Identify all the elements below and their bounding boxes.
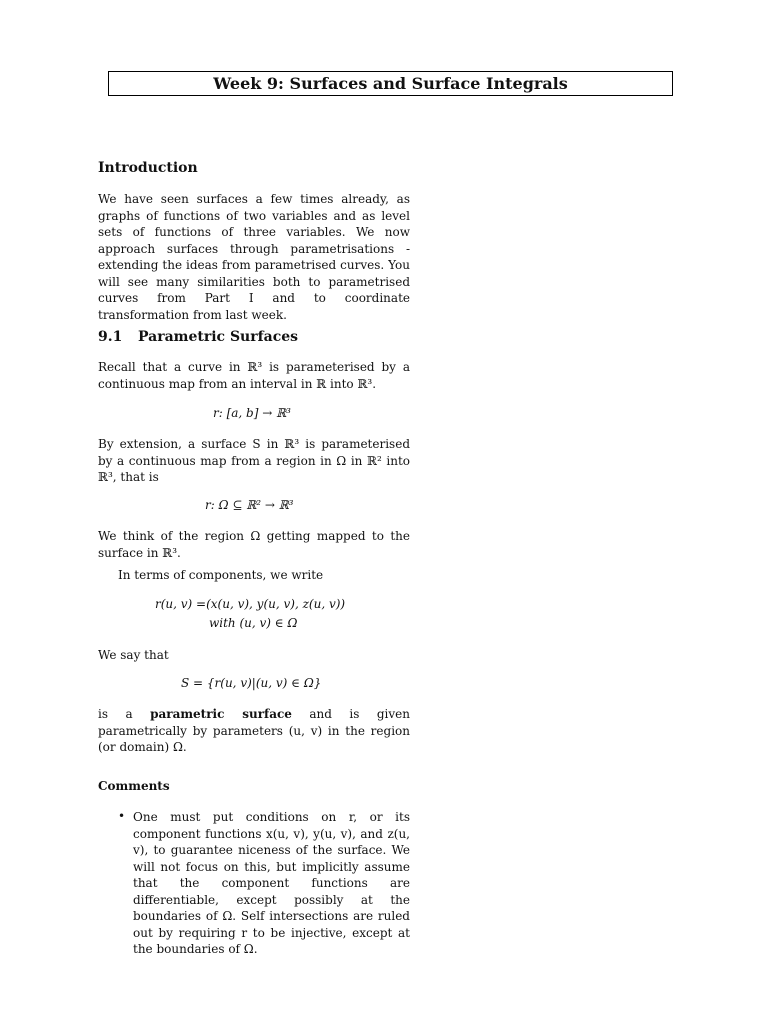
intro-paragraph: We have seen surfaces a few times already, as graphs of functions of two variables and as level sets of functions of three variables. We now approach surfaces through parametrisations - extending the ideas from parametrised curves. You will see many similarities both to parametrised curves from Part I and to coordinate transformation from last week. <box>98 192 410 322</box>
paragraph-we-say: We say that <box>98 648 169 662</box>
equation-surface-set: S = {r(u, v)|(u, v) ∈ Ω} <box>181 676 322 690</box>
paragraph-curve: Recall that a curve in ℝ³ is parameterised by a continuous map from an interval in ℝ into ℝ³. <box>98 360 410 391</box>
paragraph-region: We think of the region Ω getting mapped to the surface in ℝ³. <box>98 529 410 560</box>
intro-heading: Introduction <box>98 160 198 176</box>
equation-components: r(u, v) =(x(u, v), y(u, v), z(u, v)) <box>155 597 346 611</box>
section-title: Parametric Surfaces <box>138 329 299 345</box>
definition-term: parametric surface <box>150 707 292 721</box>
page-title: Week 9: Surfaces and Surface Integrals <box>108 71 673 96</box>
equation-domain-condition: with (u, v) ∈ Ω <box>209 616 298 630</box>
definition-post: and is given parametrically by parameters (u, v) in the region (or domain) Ω. <box>98 707 410 754</box>
comments-heading: Comments <box>98 779 170 793</box>
paragraph-components: In terms of components, we write <box>118 568 324 582</box>
section-number: 9.1 <box>98 329 123 345</box>
bullet-marker: • <box>118 809 126 823</box>
definition-pre: is a <box>98 707 151 721</box>
comment-item-1: One must put conditions on r, or its component functions x(u, v), y(u, v), and z(u, v), to guarantee niceness of the surface. We will not focus on this, but implicitly assume that the component functions are differentiable, except possibly at the boundaries of Ω. Self intersections are ruled out by requiring r to be injective, except at the boundaries of Ω. <box>133 810 410 956</box>
paragraph-surface: By extension, a surface S in ℝ³ is parameterised by a continuous map from a region in Ω in ℝ² into ℝ³, that is <box>98 437 410 484</box>
section-heading <box>98 329 298 345</box>
equation-curve-map: r: [a, b] → ℝ³ <box>213 406 291 420</box>
equation-surface-map: r: Ω ⊆ ℝ² → ℝ³ <box>205 498 294 512</box>
paragraph-definition <box>98 706 410 756</box>
